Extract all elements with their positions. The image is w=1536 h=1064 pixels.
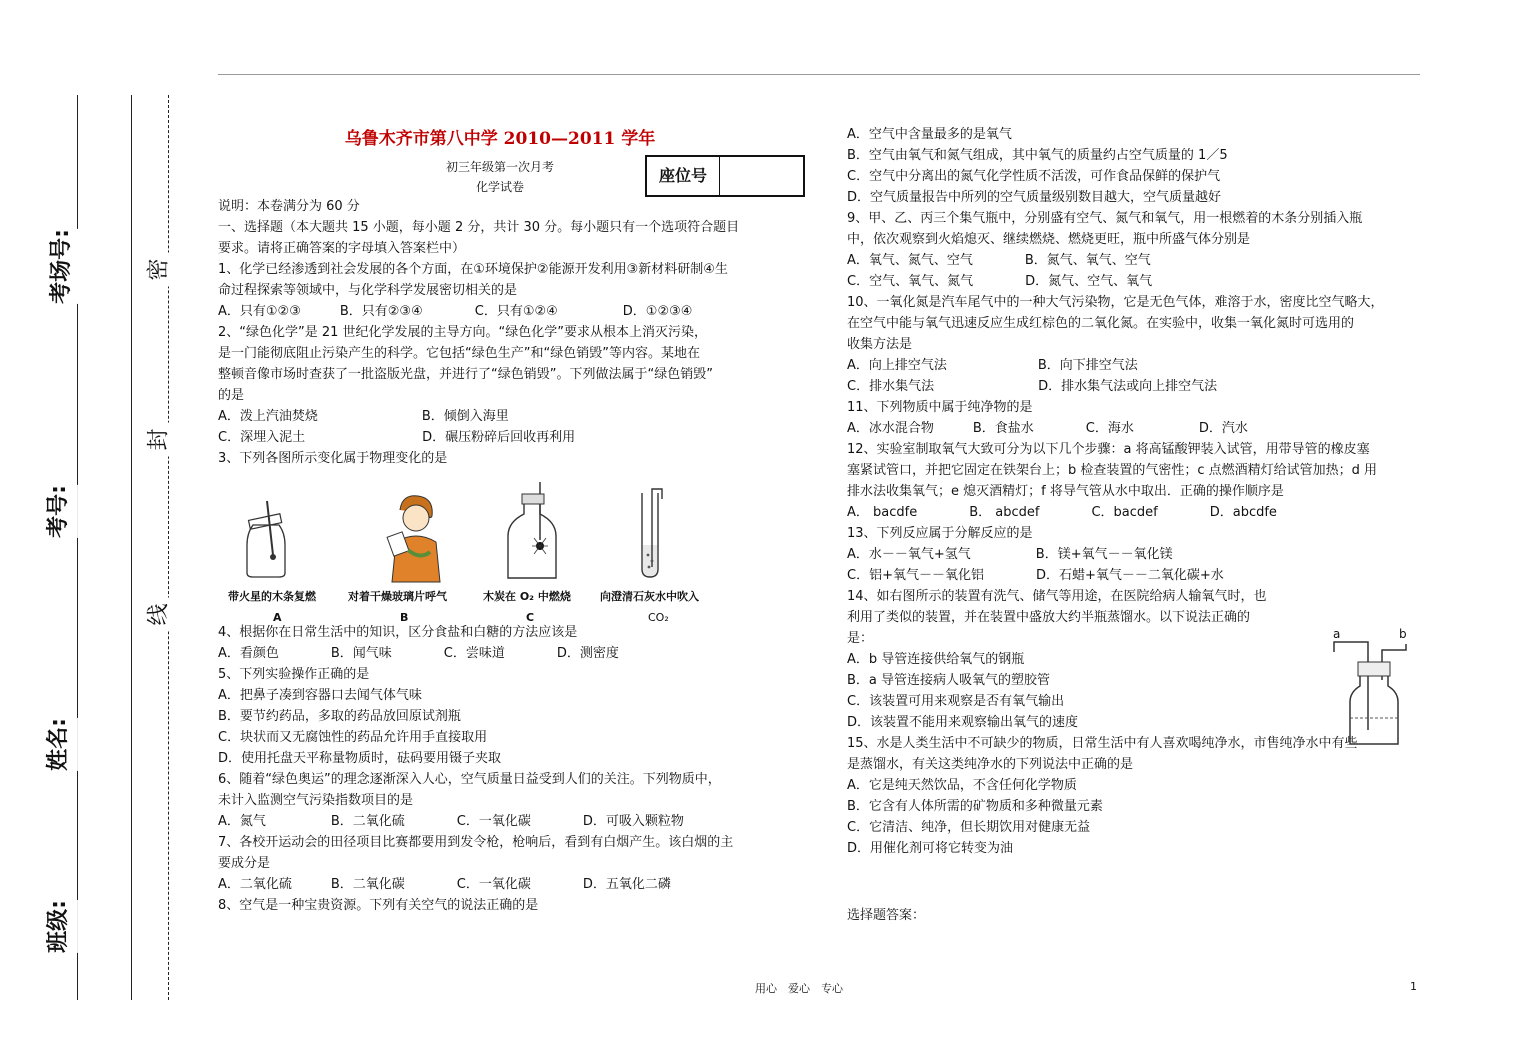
text-line: 4、根据你在日常生活中的知识，区分食盐和白糖的方法应该是 [218, 625, 578, 640]
text-line: 是蒸馏水，有关这类纯净水的下列说法中正确的是 [847, 757, 1134, 772]
text-line: A．氧气、氮气、空气 B．氮气、氧气、空气 [847, 253, 1151, 268]
text-line: 10、一氧化氮是汽车尾气中的一种大气污染物，它是无色气体，难溶于水，密度比空气略大， [847, 295, 1384, 310]
text-line: 9、甲、乙、丙三个集气瓶中，分别盛有空气、氮气和氧气，用一根燃着的木条分别插入瓶 [847, 211, 1363, 226]
seat-number-label: 座位号 [647, 157, 720, 195]
text-line: A．b 导管连接供给氧气的钢瓶 [847, 652, 1025, 667]
q3-caption-a: 带火星的木条复燃 [228, 590, 316, 603]
girl-breathing-icon [380, 490, 450, 589]
text-line: 5、下列实验操作正确的是 [218, 667, 370, 682]
text-line: D．该装置不能用来观察输出氧气的速度 [847, 715, 1079, 730]
text-line: 在空气中能与氧气迅速反应生成红棕色的二氧化氮。在实验中，收集一氧化氮时可选用的 [847, 316, 1355, 331]
text-line: B．要节约药品，多取的药品放回原试剂瓶 [218, 709, 461, 724]
text-line: C．块状而又无腐蚀性的药品允许用手直接取用 [218, 730, 488, 745]
text-line: 塞紧试管口，并把它固定在铁架台上；b 检查装置的气密性；c 点燃酒精灯给试管加热；d 用 [847, 463, 1378, 478]
text-line: B．a 导管连接病人吸氧气的塑胶管 [847, 673, 1051, 688]
text-line: 的是 [218, 388, 245, 403]
text-line: 3、下列各图所示变化属于物理变化的是 [218, 451, 448, 466]
text-line: 未计入监测空气污染指数项目的是 [218, 793, 414, 808]
q3-caption-c: 木炭在 O₂ 中燃烧 [483, 590, 571, 603]
text-line: C．空气、氧气、氮气 D．氮气、空气、氧气 [847, 274, 1153, 289]
text-line: 是一门能彻底阻止污染产生的科学。它包括“绿色生产”和“绿色销毁”等内容。某地在 [218, 346, 700, 361]
text-line: 利用了类似的装置，并在装置中盛放大约半瓶蒸馏水。以下说法正确的 [847, 610, 1251, 625]
text-line: B．它含有人体所需的矿物质和多种微量元素 [847, 799, 1103, 814]
text-line: A．只有①②③ B．只有②③④ C．只有①②④ D．①②③④ [218, 304, 693, 319]
binding-dashed-line [168, 95, 169, 1000]
top-rule [218, 74, 1420, 75]
text-line: C．它清洁、纯净，但长期饮用对健康无益 [847, 820, 1091, 835]
text-line: 14、如右图所示的装置有洗气、储气等用途，在医院给病人输氧气时，也 [847, 589, 1267, 604]
text-line: 命过程探索等领域中，与化学科学发展密切相关的是 [218, 283, 518, 298]
q3-caption-b: 对着干燥玻璃片呼气 [348, 590, 447, 603]
seal-char-feng: 封 [138, 422, 177, 456]
text-line: C．深埋入泥土 D．碾压粉碎后回收再利用 [218, 430, 576, 445]
text-line: A．氮气 B．二氧化硫 C．一氧化碳 D．可吸入颗粒物 [218, 814, 684, 829]
seal-char-mi: 密 [138, 252, 177, 286]
text-line: A．把鼻子凑到容器口去闻气体气味 [218, 688, 422, 703]
text-line: 一、选择题（本大题共 15 小题，每小题 2 分，共计 30 分。每小题只有一个选项符合题目 [218, 220, 740, 235]
text-line: 要求。请将正确答案的字母填入答案栏中） [218, 241, 466, 256]
text-line: A．看颜色 B．闻气味 C．尝味道 D．测密度 [218, 646, 619, 661]
answer-label: 选择题答案： [847, 908, 926, 923]
text-line: 中，依次观察到火焰熄灭、继续燃烧、燃烧更旺，瓶中所盛气体分别是 [847, 232, 1251, 247]
test-tube-icon [630, 485, 670, 584]
text-line: 要成分是 [218, 856, 271, 871]
q3-option-d: CO₂ [648, 611, 669, 624]
left-column-lower [218, 622, 733, 916]
text-line: 6、随着“绿色奥运”的理念逐渐深入人心，空气质量日益受到人们的关注。下列物质中， [218, 772, 721, 787]
text-line: D．空气质量报告中所列的空气质量级别数目越大，空气质量越好 [847, 190, 1222, 205]
text-line: 1、化学已经渗透到社会发展的各个方面，在①环境保护②能源开发利用③新材料研制④生 [218, 262, 728, 277]
text-line: A．空气中含量最多的是氧气 [847, 127, 1012, 142]
footer-motto: 用心 爱心 专心 [755, 982, 843, 995]
text-line: C．该装置可用来观察是否有氧气输出 [847, 694, 1065, 709]
text-line: D．使用托盘天平称量物质时，砝码要用镊子夹取 [218, 751, 502, 766]
exam-number-label: 考号: [35, 485, 78, 538]
name-label: 姓名: [35, 718, 78, 771]
seal-char-xian: 线 [138, 597, 177, 631]
text-line: 说明：本卷满分为 60 分 [218, 199, 360, 214]
text-line: 整顿音像市场时查获了一批盗版光盘，并进行了“绿色销毁”。下列做法属于“绿色销毁” [218, 367, 713, 382]
exam-subject: 化学试卷 [475, 180, 524, 194]
right-column [847, 124, 1384, 859]
text-line: 12、实验室制取氧气大致可分为以下几个步骤：a 将高锰酸钾装入试管，用带导管的橡皮塞 [847, 442, 1370, 457]
text-line: A．它是纯天然饮品，不含任何化学物质 [847, 778, 1077, 793]
text-line: B．空气由氧气和氮气组成，其中氧气的质量约占空气质量的 1／5 [847, 148, 1228, 163]
exam-title: 乌鲁木齐市第八中学 2010—2011 学年 [344, 129, 656, 149]
text-line: 2、“绿色化学”是 21 世纪化学发展的主导方向。“绿色化学”要求从根本上消灭污染， [218, 325, 708, 340]
burning-charcoal-icon [502, 480, 562, 589]
q3-option-c: C [526, 611, 535, 624]
q3-option-a: A [273, 611, 282, 624]
q3-option-b: B [400, 611, 409, 624]
text-line: A．水－－氧气+氢气 B．镁+氧气－－氧化镁 [847, 547, 1173, 562]
text-line: A．冰水混合物 B．食盐水 C．海水 D．汽水 [847, 421, 1248, 436]
exam-name: 初三年级第一次月考 [445, 160, 554, 174]
text-line: 15、水是人类生活中不可缺少的物质，日常生活中有人喜欢喝纯净水，市售纯净水中有些 [847, 736, 1358, 751]
class-label: 班级: [35, 900, 78, 953]
gas-bottle-apparatus-icon [1328, 622, 1418, 756]
text-line: A．向上排空气法 B．向下排空气法 [847, 358, 1138, 373]
text-line: C．排水集气法 D．排水集气法或向上排空气法 [847, 379, 1218, 394]
text-line: A．泼上汽油焚烧 B．倾倒入海里 [218, 409, 509, 424]
text-line: 13、下列反应属于分解反应的是 [847, 526, 1033, 541]
exam-room-label: 考场号: [38, 229, 81, 304]
tube-a-label: a [1333, 627, 1341, 641]
text-line: C．铝+氧气－－氧化铝 D．石蜡+氧气－－二氧化碳+水 [847, 568, 1224, 583]
left-column-upper [218, 196, 739, 469]
binding-line-middle [131, 95, 132, 1000]
tube-b-label: b [1399, 627, 1407, 641]
text-line: 8、空气是一种宝贵资源。下列有关空气的说法正确的是 [218, 898, 539, 913]
student-info-column [0, 95, 110, 1000]
text-line: 7、各校开运动会的田径项目比赛都要用到发令枪，枪响后，看到有白烟产生。该白烟的主 [218, 835, 734, 850]
text-line: 排水法收集氧气；e 熄灭酒精灯；f 将导气管从水中取出．正确的操作顺序是 [847, 484, 1284, 499]
q3-caption-d: 向澄清石灰水中吹入 [600, 590, 699, 603]
text-line: D．用催化剂可将它转变为油 [847, 841, 1014, 856]
text-line: 是： [847, 631, 874, 646]
bottle-with-stick-icon [235, 495, 295, 584]
page-number: 1 [1410, 980, 1417, 993]
text-line: 收集方法是 [847, 337, 913, 352]
seat-number-box [645, 155, 805, 197]
text-line: A． bacdfe B． abcdef C．bacdef D．abcdfe [847, 505, 1277, 520]
text-line: A．二氧化硫 B．二氧化碳 C．一氧化碳 D．五氧化二磷 [218, 877, 671, 892]
text-line: 11、下列物质中属于纯净物的是 [847, 400, 1033, 415]
text-line: C．空气中分离出的氮气化学性质不活泼，可作食品保鲜的保护气 [847, 169, 1221, 184]
